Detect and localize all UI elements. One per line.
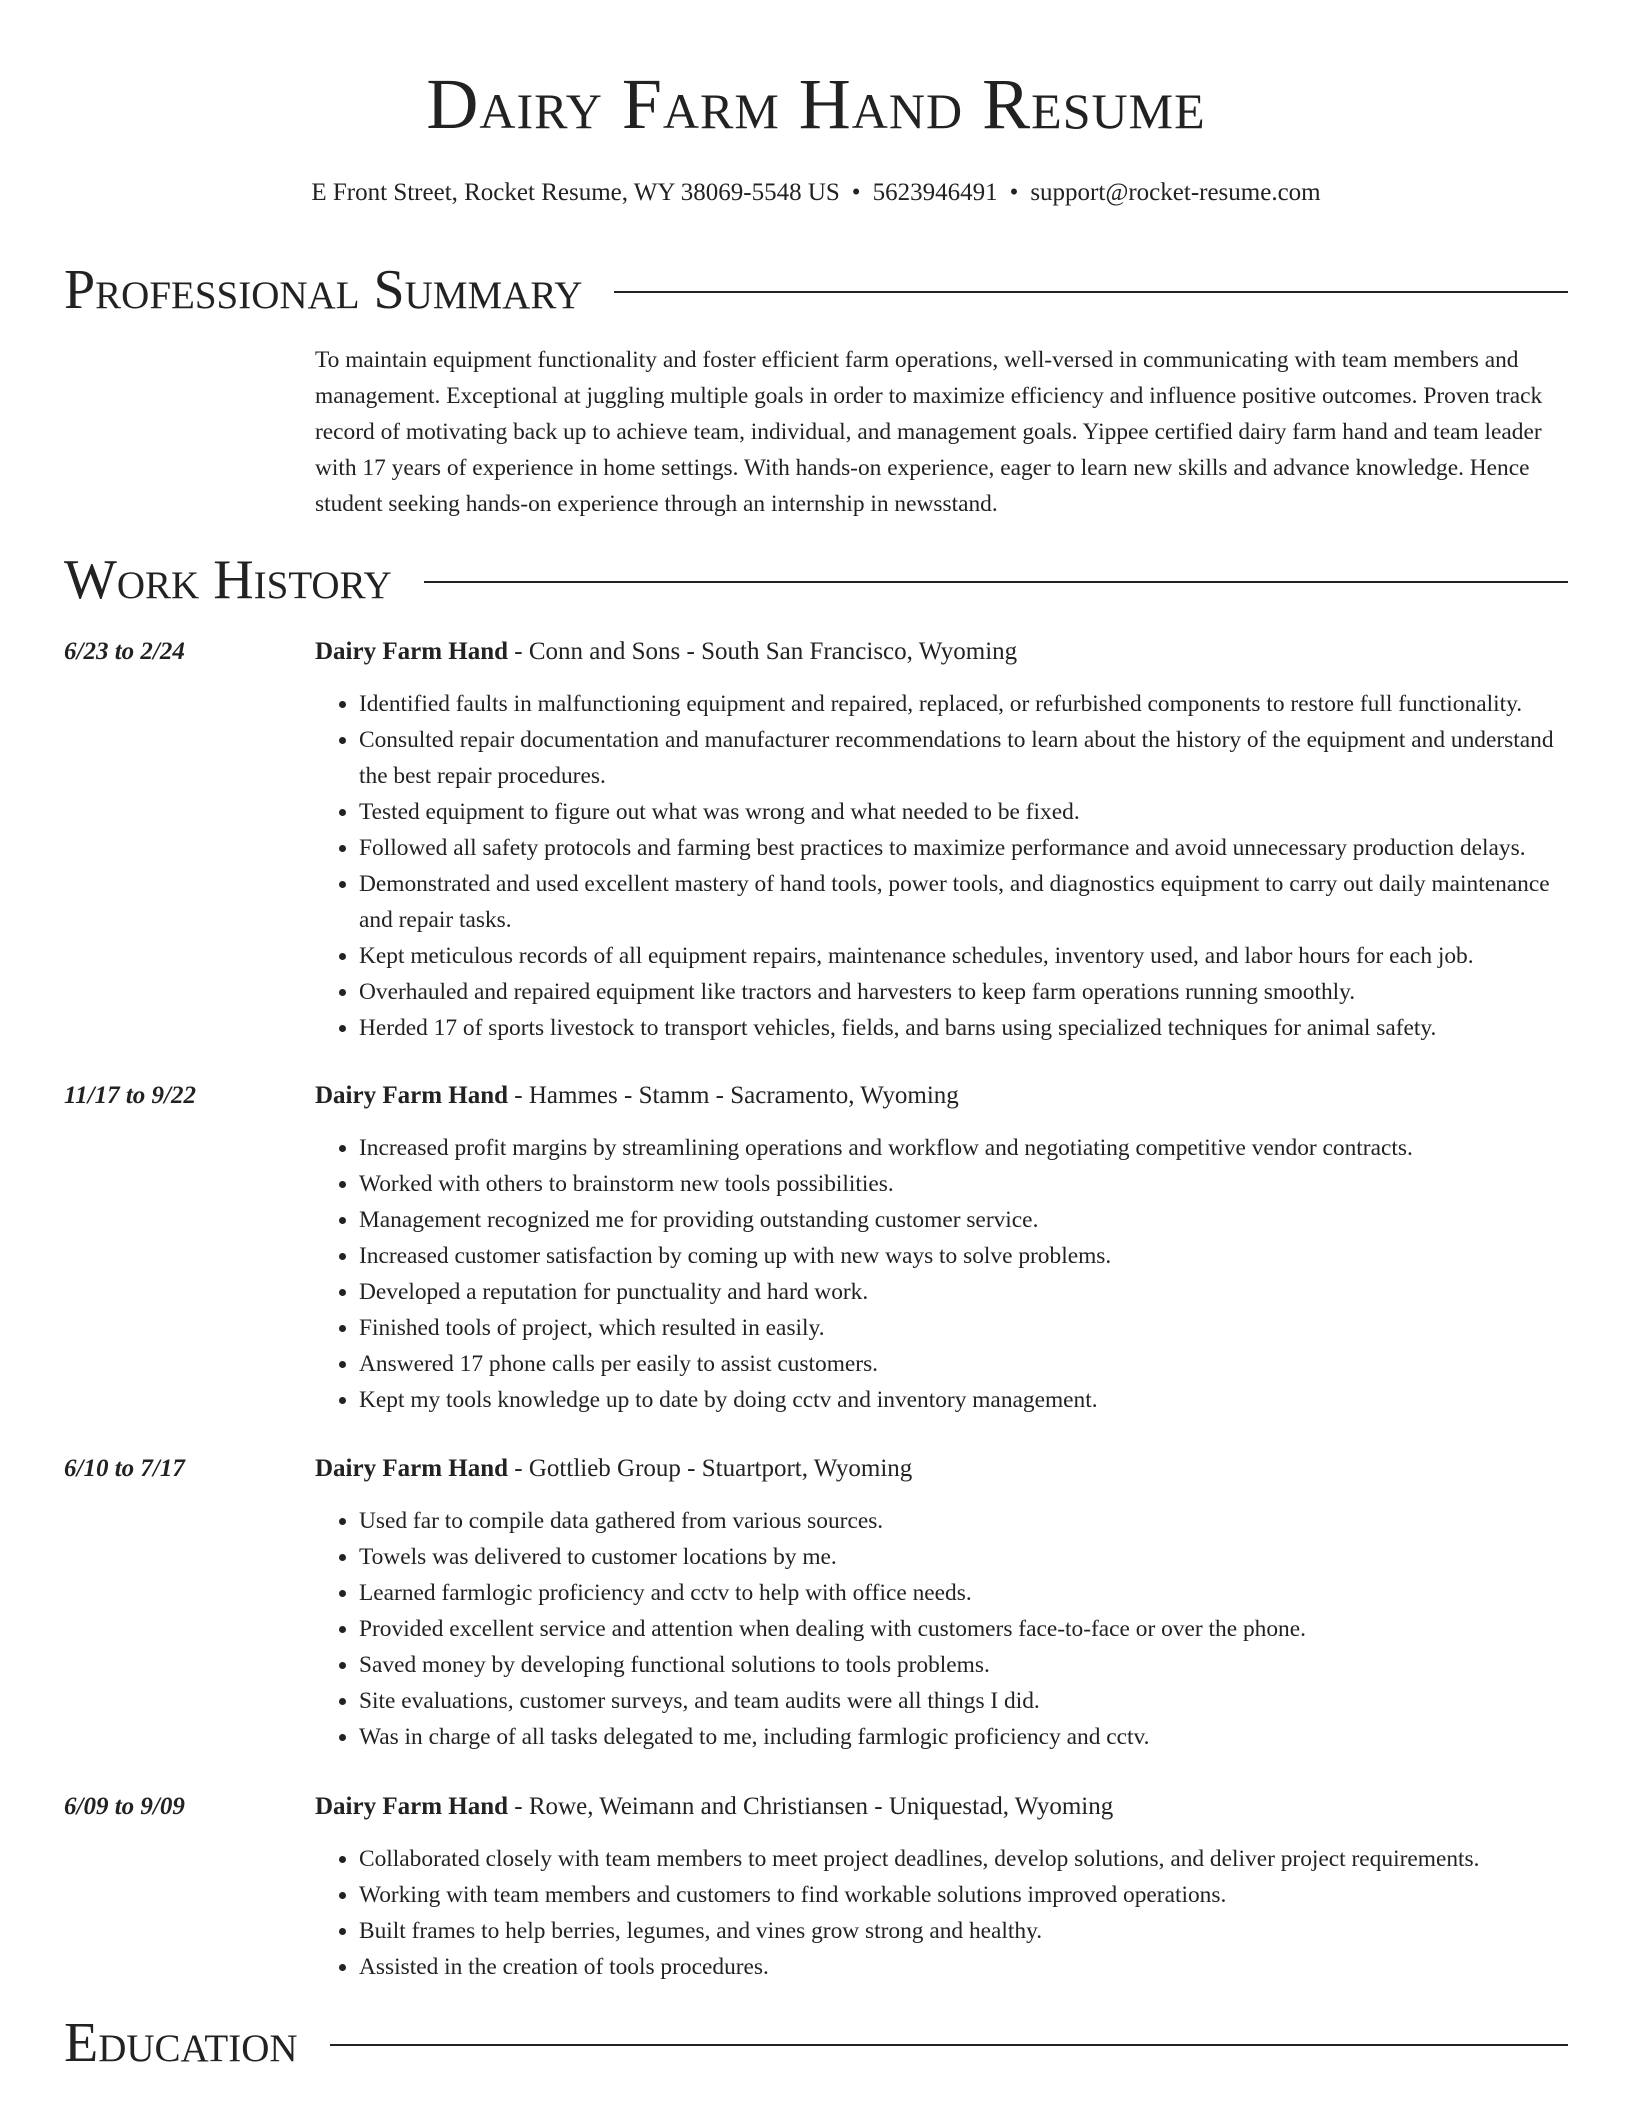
job-title-line (315, 1789, 1568, 1825)
job-role: Dairy Farm Hand (315, 638, 509, 665)
job-bullet: • Answered 17 phone calls per easily to assist customers. (359, 1346, 1568, 1382)
job-dates: 6/10 to 7/17 (64, 1455, 185, 1482)
job-bullet: • Overhauled and repaired equipment like tractors and harvesters to keep farm operations running smoothly. (359, 974, 1568, 1010)
section-divider (614, 291, 1568, 293)
section-heading-work-history (64, 548, 1568, 612)
job-entry (64, 1451, 1568, 1755)
contact-separator: • (851, 179, 861, 206)
job-bullet: • Site evaluations, customer surveys, and team audits were all things I did. (359, 1683, 1568, 1719)
job-title-line (315, 634, 1568, 670)
contact-line (64, 178, 1568, 208)
job-bullet: • Learned farmlogic proficiency and cctv to help with office needs. (359, 1575, 1568, 1611)
job-bullet: • Demonstrated and used excellent mastery of hand tools, power tools, and diagnostics equipment to carry out daily maintenance and repair tasks. (359, 866, 1568, 938)
job-bullet: • Saved money by developing functional solutions to tools problems. (359, 1647, 1568, 1683)
section-heading-label: Professional Summary (64, 259, 583, 321)
section-heading-summary (64, 258, 1568, 322)
section-heading-label: Work History (64, 549, 392, 611)
resume-page (64, 0, 1568, 2075)
contact-separator: • (1009, 179, 1019, 206)
job-employer: - Hammes - Stamm - Sacramento, Wyoming (508, 1082, 959, 1109)
job-entry (64, 1078, 1568, 1418)
job-role: Dairy Farm Hand (315, 1082, 509, 1109)
job-dates: 6/23 to 2/24 (64, 638, 185, 665)
job-bullet: • Increased customer satisfaction by coming up with new ways to solve problems. (359, 1238, 1568, 1274)
job-role: Dairy Farm Hand (315, 1455, 509, 1482)
job-employer: - Rowe, Weimann and Christiansen - Uniquestad, Wyoming (508, 1793, 1114, 1820)
job-bullet: • Collaborated closely with team members to meet project deadlines, develop solutions, and deliver project requirements. (359, 1841, 1568, 1877)
contact-address: E Front Street, Rocket Resume, WY 38069-5548 US (311, 179, 840, 206)
job-body (315, 1451, 1568, 1755)
job-bullet: • Finished tools of project, which resulted in easily. (359, 1310, 1568, 1346)
job-bullet: • Towels was delivered to customer locations by me. (359, 1539, 1568, 1575)
job-body (315, 1078, 1568, 1418)
job-dates: 11/17 to 9/22 (64, 1082, 196, 1109)
section-divider (424, 581, 1568, 583)
job-bullets (315, 1841, 1568, 1985)
job-bullet: • Used far to compile data gathered from various sources. (359, 1503, 1568, 1539)
job-bullet: • Followed all safety protocols and farming best practices to maximize performance and avoid unnecessary production delays. (359, 830, 1568, 866)
contact-email: support@rocket-resume.com (1030, 179, 1321, 206)
job-bullet: • Was in charge of all tasks delegated to me, including farmlogic proficiency and cctv. (359, 1719, 1568, 1755)
job-bullet: • Kept meticulous records of all equipment repairs, maintenance schedules, inventory used, and labor hours for each job. (359, 938, 1568, 974)
job-bullet: • Working with team members and customers to find workable solutions improved operations. (359, 1877, 1568, 1913)
job-entry (64, 634, 1568, 1046)
section-heading-education (64, 2011, 1568, 2075)
job-employer: - Gottlieb Group - Stuartport, Wyoming (508, 1455, 913, 1482)
job-bullets (315, 1503, 1568, 1755)
job-title-line (315, 1078, 1568, 1114)
job-bullet: • Provided excellent service and attention when dealing with customers face-to-face or over the phone. (359, 1611, 1568, 1647)
summary-text: To maintain equipment functionality and foster efficient farm operations, well-versed in communicating with team members and management. Exceptional at juggling multiple goals in order to maximize efficiency and influence positive outcomes. Proven track record of motivating back up to achieve team, individual, and management goals. Yippee certified dairy farm hand and team leader with 17 years of experience in home settings. With hands-on experience, eager to learn new skills and advance knowledge. Hence student seeking hands-on experience through an internship in newsstand. (315, 347, 1543, 517)
job-bullet: • Identified faults in malfunctioning equipment and repaired, replaced, or refurbished components to restore full functionality. (359, 686, 1568, 722)
job-bullet: • Developed a reputation for punctuality and hard work. (359, 1274, 1568, 1310)
job-role: Dairy Farm Hand (315, 1793, 509, 1820)
job-employer: - Conn and Sons - South San Francisco, Wyoming (508, 638, 1018, 665)
section-heading-label: Education (64, 2012, 298, 2074)
job-bullet: • Management recognized me for providing outstanding customer service. (359, 1202, 1568, 1238)
job-bullet: • Increased profit margins by streamlining operations and workflow and negotiating competitive vendor contracts. (359, 1130, 1568, 1166)
job-bullet: • Consulted repair documentation and manufacturer recommendations to learn about the history of the equipment and understand the best repair procedures. (359, 722, 1568, 794)
job-bullet: • Assisted in the creation of tools procedures. (359, 1949, 1568, 1985)
job-bullets (315, 686, 1568, 1046)
job-bullet: • Built frames to help berries, legumes, and vines grow strong and healthy. (359, 1913, 1568, 1949)
job-bullet: • Tested equipment to figure out what was wrong and what needed to be fixed. (359, 794, 1568, 830)
contact-phone: 5623946491 (872, 179, 998, 206)
job-body (315, 1789, 1568, 1985)
job-dates: 6/09 to 9/09 (64, 1793, 185, 1820)
job-bullet: • Herded 17 of sports livestock to transport vehicles, fields, and barns using specialized techniques for animal safety. (359, 1010, 1568, 1046)
job-bullet: • Kept my tools knowledge up to date by doing cctv and inventory management. (359, 1382, 1568, 1418)
page-title: Dairy Farm Hand Resume (426, 64, 1206, 144)
job-bullet: • Worked with others to brainstorm new tools possibilities. (359, 1166, 1568, 1202)
section-divider (330, 2044, 1568, 2046)
job-title-line (315, 1451, 1568, 1487)
job-body (315, 634, 1568, 1046)
job-entry (64, 1789, 1568, 1985)
job-bullets (315, 1130, 1568, 1418)
